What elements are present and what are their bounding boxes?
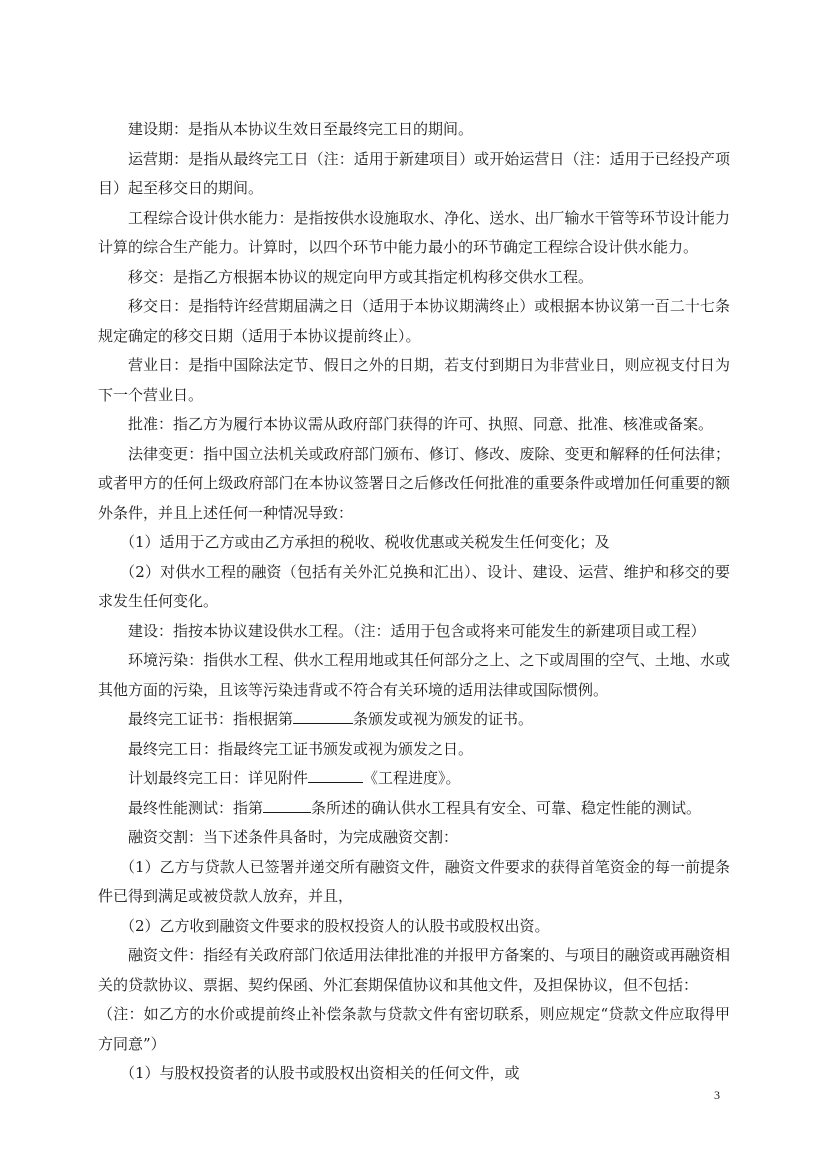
paragraph-operation-period: 运营期：是指从最终完工日（注：适用于新建项目）或开始运营日（注：适用于已经投产项目）起至移交日的期间。 [98, 149, 730, 197]
paragraph-environmental-pollution: 环境污染：指供水工程、供水工程用地或其任何部分之上、之下或周围的空气、土地、水或其他方面的污染，且该等污染违背或不符合有关环境的适用法律或国际惯例。 [98, 651, 730, 699]
paragraph-transfer: 移交：是指乙方根据本协议的规定向甲方或其指定机构移交供水工程。 [128, 267, 594, 286]
clause-number-blank[interactable] [293, 707, 353, 724]
paragraph-completion-certificate [98, 705, 730, 735]
paragraph-change-in-law-item-1: （1）适用于乙方或由乙方承担的税收、税收优惠或关税发生任何变化；及 [120, 533, 610, 551]
paragraph-financing-close-item-1: （1）乙方与贷款人已签署并递交所有融资文件，融资文件要求的获得首笔资金的每一前提条件已得到满足或被贷款人放弃，并且， [98, 857, 730, 905]
performance-test-text-after: 条所述的确认供水工程具有安全、可靠、稳定性能的测试。 [311, 798, 702, 817]
paragraph-business-day: 营业日：是指中国除法定节、假日之外的日期，若支付到期日为非营业日，则应视支付日为下一个营业日。 [98, 356, 730, 404]
paragraph-design-capacity: 工程综合设计供水能力：是指按供水设施取水、净化、送水、出厂输水干管等环节设计能力计算的综合生产能力。计算时，以四个环节中能力最小的环节确定工程综合设计供水能力。 [98, 208, 730, 256]
paragraph-transfer-date: 移交日：是指特许经营期届满之日（适用于本协议期满终止）或根据本协议第一百二十七条规定确定的移交日期（适用于本协议提前终止）。 [98, 297, 730, 345]
planned-completion-text-after: 《工程进度》。 [363, 769, 461, 787]
paragraph-performance-test [98, 794, 730, 824]
paragraph-financing-close-item-2: （2）乙方收到融资文件要求的股权投资人的认股书或股权出资。 [120, 916, 550, 935]
paragraph-construction: 建设：指按本协议建设供水工程。（注：适用于包含或将来可能发生的新建项目或工程） [128, 621, 706, 640]
clause-number-blank[interactable] [263, 796, 311, 813]
paragraph-planned-completion [98, 764, 730, 794]
planned-completion-text-before: 计划最终完工日：详见附件 [128, 769, 309, 787]
appendix-number-blank[interactable] [308, 766, 363, 783]
performance-test-text-before: 最终性能测试：指第 [128, 798, 264, 817]
paragraph-completion-date: 最终完工日：指最终完工证书颁发或视为颁发之日。 [128, 739, 474, 758]
paragraph-change-in-law: 法律变更：指中国立法机关或政府部门颁布、修订、修改、废除、变更和解释的任何法律；或者甲方的任何上级政府部门在本协议签署日之后修改任何批准的重要条件或增加任何重要的额外条件，并且上述任何一种情况导致： [98, 444, 730, 522]
paragraph-financing-documents-item-1: （1）与股权投资者的认股书或股权出资相关的任何文件，或 [120, 1064, 520, 1082]
page-number: 3 [714, 1088, 720, 1102]
paragraph-construction-period: 建设期：是指从本协议生效日至最终完工日的期间。 [128, 120, 474, 138]
paragraph-financing-documents-note: （注：如乙方的水价或提前终止补偿条款与贷款文件有密切联系，则应规定“贷款文件应取得甲方同意”） [98, 1005, 730, 1053]
completion-cert-text-before: 最终完工证书：指根据第 [128, 710, 294, 728]
paragraph-financing-close: 融资交割：当下述条件具备时，为完成融资交割： [128, 828, 459, 846]
paragraph-change-in-law-item-2: （2）对供水工程的融资（包括有关外汇兑换和汇出）、设计、建设、运营、维护和移交的要求发生任何变化。 [98, 562, 730, 610]
completion-cert-text-after: 条颁发或视为颁发的证书。 [353, 710, 534, 728]
document-body [98, 115, 730, 1089]
paragraph-approval: 批准：指乙方为履行本协议需从政府部门获得的许可、执照、同意、批准、核准或备案。 [128, 415, 714, 433]
paragraph-financing-documents: 融资文件：指经有关政府部门依适用法律批准的并报甲方备案的、与项目的融资或再融资相关的贷款协议、票据、契约保函、外汇套期保值协议和其他文件，及担保协议，但不包括： [98, 946, 730, 994]
